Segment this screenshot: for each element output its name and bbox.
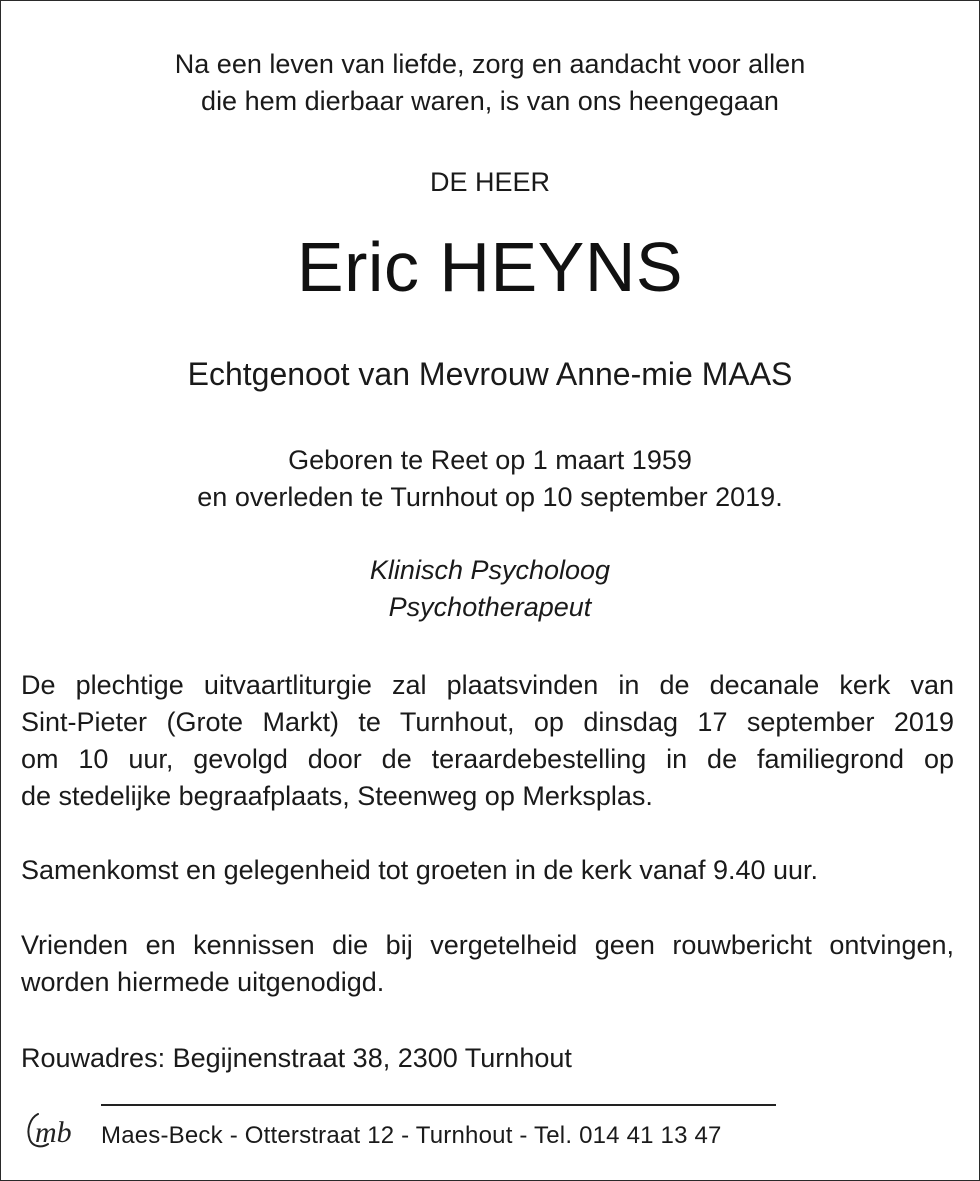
gathering-line: Samenkomst en gelegenheid tot groeten in de kerk vanaf 9.40 uur. bbox=[21, 855, 819, 885]
footer-divider bbox=[101, 1104, 776, 1106]
intro-line-1: Na een leven van liefde, zorg en aandacht voor allen bbox=[174, 49, 806, 79]
address-paragraph bbox=[21, 1040, 954, 1077]
funeral-line-2: Sint-Pieter (Grote Markt) te Turnhout, op dinsdag 17 september 2019 bbox=[21, 707, 954, 737]
funeral-paragraph bbox=[21, 667, 954, 815]
death-line: en overleden te Turnhout op 10 september 2019. bbox=[197, 482, 783, 512]
funeral-line-3: om 10 uur, gevolgd door de teraardebestelling in de familiegrond op bbox=[21, 744, 954, 774]
deceased-name: Eric HEYNS bbox=[296, 228, 684, 306]
invitation-line-2: worden hiermede uitgenodigd. bbox=[21, 967, 385, 997]
maes-beck-logo-icon bbox=[22, 1104, 90, 1154]
funeral-home-details: Maes-Beck - Otterstraat 12 - Turnhout - Tel. 014 41 13 47 bbox=[101, 1122, 722, 1149]
funeral-line-1: De plechtige uitvaartliturgie zal plaatsvinden in de decanale kerk van bbox=[21, 670, 954, 700]
profession-line-2: Psychotherapeut bbox=[388, 592, 592, 622]
invitation-line-1: Vrienden en kennissen die bij vergetelheid geen rouwbericht ontvingen, bbox=[21, 930, 954, 960]
mourning-address: Rouwadres: Begijnenstraat 38, 2300 Turnhout bbox=[21, 1043, 572, 1073]
intro-text bbox=[0, 46, 980, 120]
profession bbox=[0, 552, 980, 626]
birth-line: Geboren te Reet op 1 maart 1959 bbox=[288, 445, 692, 475]
funeral-line-4: de stedelijke begraafplaats, Steenweg op Merksplas. bbox=[21, 781, 653, 811]
logo-monogram: mb bbox=[35, 1116, 72, 1149]
spouse-line: Echtgenoot van Mevrouw Anne-mie MAAS bbox=[187, 356, 793, 392]
gathering-paragraph bbox=[21, 852, 954, 889]
intro-line-2: die hem dierbaar waren, is van ons heengegaan bbox=[201, 86, 779, 116]
life-dates bbox=[0, 442, 980, 516]
profession-line-1: Klinisch Psycholoog bbox=[369, 555, 611, 585]
invitation-paragraph bbox=[21, 927, 954, 1001]
honorific: DE HEER bbox=[429, 167, 551, 197]
